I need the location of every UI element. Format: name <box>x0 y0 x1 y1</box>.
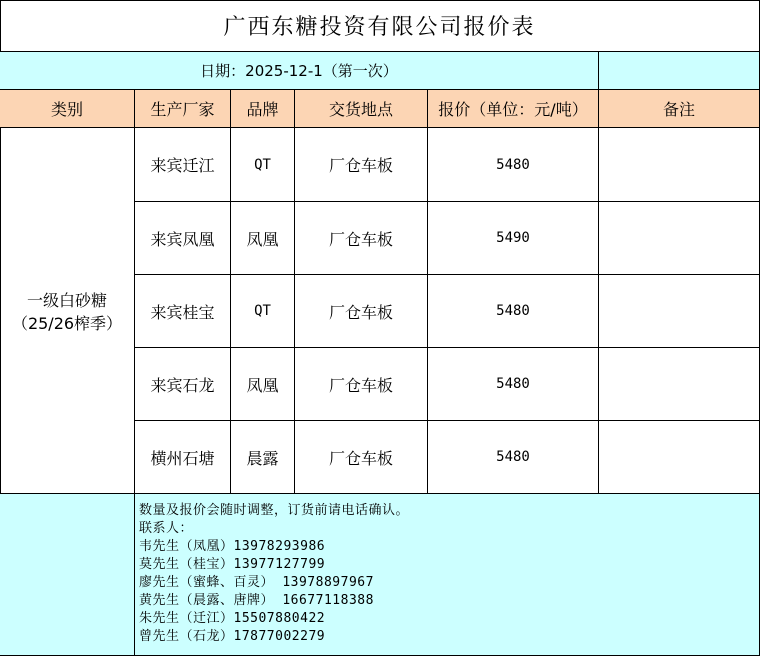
header-delivery-place: 交货地点 <box>295 90 428 128</box>
notes-disclaimer: 数量及报价会随时调整，订货前请电话确认。 <box>139 503 410 518</box>
cell-maker: 来宾凤凰 <box>135 202 231 275</box>
cell-maker: 来宾迁江 <box>135 128 231 202</box>
cell-price: 5480 <box>428 421 599 494</box>
date-line: 日期：2025-12-1（第一次） <box>0 52 599 90</box>
cell-note <box>599 421 760 494</box>
page-title: 广西东糖投资有限公司报价表 <box>0 0 760 52</box>
cell-brand: 晨露 <box>231 421 295 494</box>
cell-note <box>599 275 760 348</box>
header-category: 类别 <box>0 90 135 128</box>
notes-left-blank <box>0 494 135 656</box>
cell-price: 5490 <box>428 202 599 275</box>
header-remarks: 备注 <box>599 90 760 128</box>
cell-price: 5480 <box>428 128 599 202</box>
cell-place: 厂仓车板 <box>295 348 428 421</box>
cell-place: 厂仓车板 <box>295 275 428 348</box>
cell-price: 5480 <box>428 275 599 348</box>
cell-place: 厂仓车板 <box>295 421 428 494</box>
cell-price: 5480 <box>428 348 599 421</box>
date-row-blank <box>599 52 760 90</box>
contact-line: 廖先生（蜜蜂、百灵） 13978897967 <box>139 575 374 590</box>
header-brand: 品牌 <box>231 90 295 128</box>
contact-line: 黄先生（晨露、唐牌） 16677118388 <box>139 593 374 608</box>
cell-place: 厂仓车板 <box>295 128 428 202</box>
contact-line: 曾先生（石龙）17877002279 <box>139 629 326 644</box>
contacts-label: 联系人： <box>139 521 194 536</box>
contact-line: 莫先生（桂宝）13977127799 <box>139 557 326 572</box>
header-price: 报价（单位：元/吨） <box>428 90 599 128</box>
cell-maker: 来宾桂宝 <box>135 275 231 348</box>
cell-brand: QT <box>231 275 295 348</box>
cell-place: 厂仓车板 <box>295 202 428 275</box>
cell-brand: 凤凰 <box>231 348 295 421</box>
notes-text <box>139 502 409 646</box>
category-cell <box>0 128 135 494</box>
category-season: （25/26榨季） <box>11 313 123 333</box>
cell-note <box>599 202 760 275</box>
cell-brand: QT <box>231 128 295 202</box>
cell-brand: 凤凰 <box>231 202 295 275</box>
notes-cell <box>135 494 760 656</box>
cell-maker: 来宾石龙 <box>135 348 231 421</box>
contact-line: 朱先生（迁江）15507880422 <box>139 611 326 626</box>
header-maker: 生产厂家 <box>135 90 231 128</box>
contact-line: 韦先生（凤凰）13978293986 <box>139 539 326 554</box>
cell-maker: 横州石塘 <box>135 421 231 494</box>
cell-note <box>599 348 760 421</box>
cell-note <box>599 128 760 202</box>
category-name: 一级白砂糖 <box>26 290 107 310</box>
